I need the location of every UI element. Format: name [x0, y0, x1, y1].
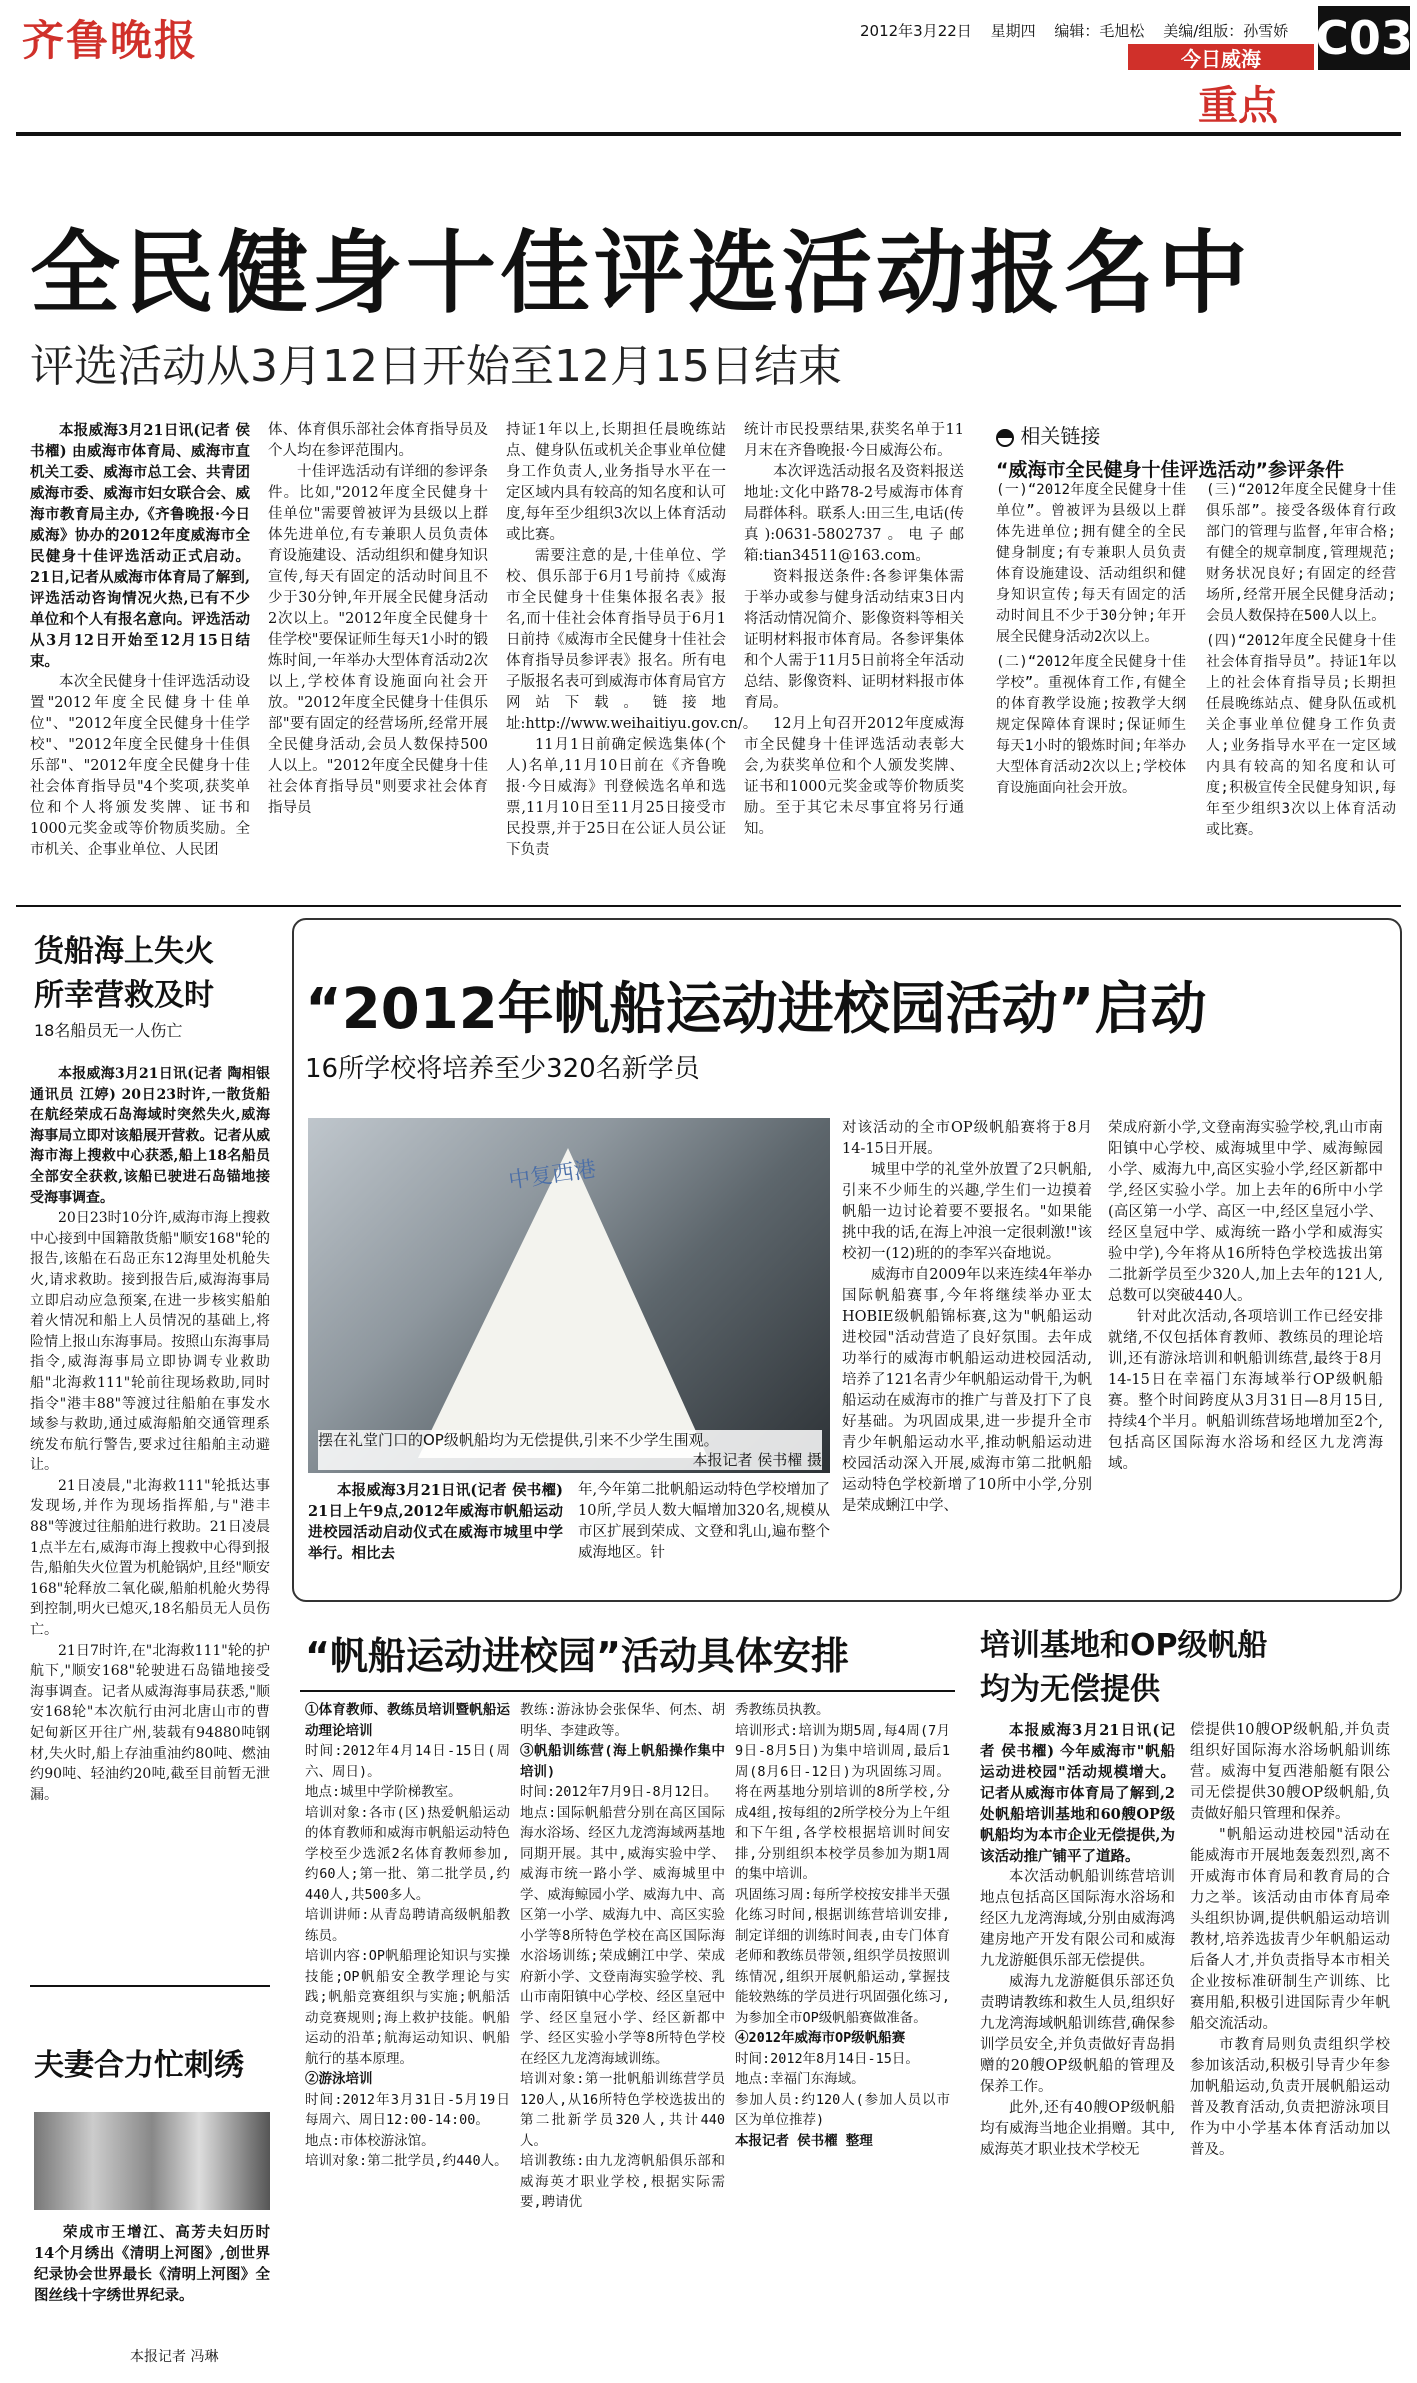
lead-paragraph: 需要注意的是,十佳单位、学校、俱乐部于6月1号前持《威海市全民健身十佳集体报名表》报名,而十佳社会体育指导员于6月1日前持《威海市全民健身十佳社会体育指导员参评表》报名。所有电子版报名表可到威海市体育局官方网站下载。链接地址:http://www.weihaitiyu.gov.cn/。 — [506, 548, 758, 732]
schedule-item: 时间:2012年3月31日-5月19日每周六、周日12:00-14:00。 — [305, 2091, 510, 2128]
sailing-column-a — [308, 1480, 563, 1590]
sailing-paragraph: 威海市自2009年以来连续4年举办国际帆船赛事,今年将继续举办亚太HOBIE级帆船锦标赛,这为"帆船运动进校园"活动营造了良好氛围。去年成功举行的威海市帆船运动进校园活动,培养了121名青少年帆船运动骨干,为帆船运动在威海市的推广与普及打下了良好基础。为巩固成果,进一步提升全市青少年帆船运动水平,推动帆船运动进校园活动深入开展,威海市第二批帆船运动特色学校新增了10所中小学,分别是荣成蜊江中学、 — [842, 1267, 1092, 1514]
training-column-1 — [980, 1720, 1175, 2370]
cargo-title-line-2: 所幸营救及时 — [34, 978, 214, 1013]
schedule-item-heading: ③帆船训练营(海上帆船操作集中培训) — [520, 1743, 725, 1780]
schedule-item: 地点:市体校游泳馆。 — [305, 2132, 435, 2149]
schedule-item: 地点:幸福门东海域。 — [735, 2071, 865, 2087]
section-kind: 重点 — [1198, 83, 1278, 129]
embroidery-photo — [34, 2112, 270, 2210]
related-links-sidebar — [996, 420, 1396, 895]
schedule-column-3 — [735, 1700, 950, 2370]
schedule-item: 培训对象:第二批学员,约440人。 — [305, 2153, 508, 2169]
related-links-label: 相关链接 — [1020, 424, 1101, 448]
lead-paragraph: 统计市民投票结果,获奖名单于11月末在齐鲁晚报·今日威海公布。 — [744, 422, 964, 459]
schedule-item: 时间:2012年8月14日-15日。 — [735, 2050, 919, 2067]
cargo-subtitle: 18名船员无一人伤亡 — [34, 1021, 183, 1040]
cargo-paragraph: 本报威海3月21日讯(记者 陶相银 通讯员 江婷) 20日23时许,一散货船在航经荣成石岛海域时突然失火,威海海事局立即对该船展开营救。记者从威海市海上搜救中心获悉,船上18名船员全部安全获救,该船已驶进石岛锚地接受海事调查。 — [30, 1066, 270, 1206]
related-links-title: “威海市全民健身十佳评选活动”参评条件 — [996, 459, 1344, 481]
lead-paragraph: 持证1年以上,长期担任晨晚练站点、健身队伍或机关企事业单位健身工作负责人,业务指导水平在一定区域内具有较高的知名度和认可度,每年至少组织3次以上体育活动或比赛。 — [506, 422, 726, 543]
sidebar-right-column — [1206, 480, 1396, 845]
sidebar-left-column — [996, 480, 1186, 803]
masthead-rule — [16, 132, 1401, 136]
schedule-item: 秀教练员执教。 — [735, 1702, 830, 1718]
schedule-item: 培训讲师:从青岛聘请高级帆船教练员。 — [305, 1907, 510, 1944]
training-paragraph: 本报威海3月21日讯(记者 侯书櫂) 今年威海市"帆船运动进校园"活动规模增大。记者从威海市体育局了解到,2处帆船培训基地和60艘OP级帆船均为本市企业无偿提供,为该活动推广铺平了道路。 — [980, 1722, 1175, 1865]
sailing-paragraph: 年,今年第二批帆船运动特色学校增加了10所,学员人数大幅增加320名,规模从市区扩展到荣成、文登和乳山,遍布整个威海地区。针 — [578, 1482, 830, 1561]
couple-credit: 本报记者 冯琳 — [130, 2349, 219, 2365]
sailing-headline: “2012年帆船运动进校园活动”启动 — [305, 977, 1207, 1042]
couple-caption — [34, 2222, 270, 2342]
issue-meta — [860, 20, 1302, 41]
schedule-item: 培训形式:培训为期5周,每4周(7月9日-8月5日)为集中培训周,最后1周(8月6日-12日)为巩固练习周。将在两基地分别培训的8所学校,分成4组,按每组的2所学校分为上午组和下午组,各学校根据培训时间安排,分别组织本校学员参加为期1周的集中培训。 — [735, 1722, 950, 1882]
sun-icon — [996, 429, 1014, 447]
schedule-item: 培训教练:由九龙湾帆船俱乐部和威海英才职业学校,根据实际需要,聘请优 — [520, 2153, 725, 2210]
schedule-item-heading: ①体育教师、教练员培训暨帆船运动理论培训 — [305, 1702, 510, 1739]
schedule-item: 参加人员:约120人(参加人员以市区为单位推荐) — [735, 2091, 950, 2128]
cargo-paragraph: 20日23时10分许,威海市海上搜救中心接到中国籍散货船"顺安168"轮的报告,该船在石岛正东12海里处机舱失火,请求救助。接到报告后,威海海事局立即启动应急预案,在进一步核实船舶着火情况和船上人员情况的基础上,将险情上报山东海事局。按照山东海事局指令,威海海事局立即协调专业救助船"北海救111"轮前往现场救助,同时指令"港丰88"等渡过往船舶在事发水域参与救助,通过威海船舶交通管理系统发布航行警告,要求过往船舶主动避让。 — [30, 1210, 270, 1474]
lead-paragraph: 12月上旬召开2012年度威海市全民健身十佳评选活动表彰大会,为获奖单位和个人颁发奖牌、证书和1000元奖金或等价物质奖励。至于其它未尽事宜将另行通知。 — [744, 716, 964, 837]
sailing-subhead: 16所学校将培养至少320名新学员 — [305, 1054, 700, 1084]
lead-paragraph: 本报威海3月21日讯(记者 侯书櫂) 由威海市体育局、威海市直机关工委、威海市总工会、共青团威海市委、威海市妇女联合会、威海市教育局主办,《齐鲁晚报·今日威海》协办的2012年度威海市全民健身十佳评选活动正式启动。21日,记者从威海市体育局了解到,评选活动咨询情况火热,已有不少单位和个人有报名意向。评选活动从3月12日开始至12月15日结束。 — [30, 422, 250, 670]
newspaper-logo: 齐鲁晚报 — [22, 16, 199, 65]
schedule-item: 时间:2012年7月9日-8月12日。 — [520, 1784, 718, 1800]
schedule-item: 巩固练习周:每所学校按安排半天强化练习时间,根据训练营培训安排,制定详细的训练时间表,由专门体育老师和教练员带领,组织学员按照训练情况,组织开展帆船运动,掌握技能较熟练的学员进行巩固强化练习,为参加全市OP级帆船赛做准备。 — [735, 1886, 950, 2026]
sailing-column-d — [1108, 1118, 1383, 1588]
lead-paragraph: 体、体育俱乐部社会体育指导员及个人均在参评范围内。 — [268, 422, 488, 459]
sailing-paragraph: 城里中学的礼堂外放置了2只帆船,引来不少师生的兴趣,学生们一边摸着帆船一边讨论着要不要报名。"如果能挑中我的话,在海上冲浪一定很刺激!"该校初一(12)班的的李军兴奋地说。 — [842, 1162, 1092, 1262]
lead-headline: 全民健身十佳评选活动报名中 — [30, 221, 1252, 326]
schedule-item: 教练:游泳协会张保华、何杰、胡明华、李建政等。 — [520, 1702, 725, 1739]
schedule-item: 地点:城里中学阶梯教室。 — [305, 1784, 462, 1800]
photo-caption-text: 摆在礼堂门口的OP级帆船均为无偿提供,引来不少学生围观。 — [318, 1431, 719, 1449]
schedule-rule — [300, 1690, 955, 1692]
cargo-title-line-1: 货船海上失火 — [34, 934, 214, 969]
training-paragraph: 威海九龙游艇俱乐部还负责聘请教练和救生人员,组织好九龙湾海域帆船训练营,确保参训学员安全,并负责做好青岛捐赠的20艘OP级帆船的管理及保养工作。 — [980, 1974, 1175, 2095]
page-number: C03 — [1318, 6, 1410, 70]
lead-column-4 — [744, 420, 964, 890]
schedule-item: 地点:国际帆船营分别在高区国际海水浴场、经区九龙湾海域两基地同期开展。其中,威海实验中学、威海市统一路小学、威海城里中学、威海鲸园小学、威海九中、高区第一小学、威海九中、高区实验小学等8所特色学校在高区国际海水浴场训练;荣成蜊江中学、荣成府新小学、文登南海实验学校、乳山市南阳镇中心学校、经区皇冠中学、经区皇冠小学、经区新都中学、经区实验小学等8所特色学校在经区九龙湾海域训练。 — [520, 1804, 725, 2067]
training-paragraph: 此外,还有40艘OP级帆船均有威海当地企业捐赠。其中,威海英才职业技术学校无 — [980, 2100, 1175, 2158]
sailing-paragraph: 本报威海3月21日讯(记者 侯书櫂) 21日上午9点,2012年威海市帆船运动进校园活动启动仪式在威海市城里中学举行。相比去 — [308, 1482, 563, 1562]
sail-lettering: 中复西港 — [506, 1156, 598, 1194]
schedule-item: 培训对象:第一批帆船训练营学员120人,从16所特色学校选拔出的第二批新学员320人,共计440人。 — [520, 2071, 725, 2149]
lead-paragraph: 十佳评选活动有详细的参评条件。比如,"2012年度全民健身十佳单位"需要曾被评为县级以上群体先进单位,有专兼职人员负责体育设施建设、活动组织和健身知识宣传,每天有固定的活动时间且不少于30分钟,年开展全民健身活动2次以上。"2012年度全民健身十佳学校"要保证师生每天1小时的锻炼时间,一年举办大型体育活动2次以上,学校体育设施面向社会开放。"2012年度全民健身十佳俱乐部"要有固定的经营场所,经常开展全民健身活动,会员人数保持500人以上。"2012年度全民健身十佳社会体育指导员"则要求社会体育指导员 — [268, 464, 488, 816]
schedule-credit: 本报记者 侯书櫂 整理 — [735, 2132, 873, 2149]
lead-paragraph: 11月1日前确定候选集体(个人)名单,11月10日前在《齐鲁晚报·今日威海》刊登候选名单和选票,11月10日至11月25日接受市民投票,并于25日在公证人员公证下负责 — [506, 737, 726, 858]
sailing-column-c — [842, 1118, 1092, 1588]
schedule-item: 培训对象:各市(区)热爱帆船运动的体育教师和威海市帆船运动特色学校至少选派2名体育教师参加,约60人;第一批、第二批学员,约440人,共500多人。 — [305, 1804, 510, 1903]
couple-title: 夫妻合力忙刺绣 — [34, 2048, 244, 2083]
cargo-paragraph: 21日7时许,在"北海救111"轮的护航下,"顺安168"轮驶进石岛锚地接受海事调查。记者从威海海事局获悉,"顺安168轮"本次航行由河北唐山市的曹妃甸新区开往广州,装载有94880吨钢材,失火时,船上存油重油约80吨、燃油约90吨、轻油约20吨,截至目前暂无泄漏。 — [30, 1642, 270, 1803]
schedule-item: 培训内容:OP帆船理论知识与实操技能;OP帆船安全教学理论与实践;帆船竞赛组织与实施;帆船活动竞赛规则;海上救护技能。帆船运动的沿革;航海运动知识、帆船航行的基本原理。 — [305, 1948, 510, 2067]
lead-paragraph: 本次评选活动报名及资料报送地址:文化中路78-2号威海市体育局群体科。联系人:田三生,电话(传真):0631-5802737。电子邮箱:tian34511@163.com。 — [744, 464, 964, 564]
issue-date: 2012年3月22日 — [860, 22, 972, 40]
schedule-item-heading: ④2012年威海市OP级帆船赛 — [735, 2030, 906, 2046]
criteria-item: (二)“2012年度全民健身十佳学校”。重视体育工作,有健全的体育教学设施;按教学大纲规定保障体育课时;保证师生每天1小时的锻炼时间;年举办大型体育活动2次以上;学校体育设施面向社会开放。 — [996, 654, 1186, 796]
training-paragraph: 偿提供10艘OP级帆船,并负责组织好国际海水浴场帆船训练营。威海中复西港船艇有限公司无偿提供30艘OP级帆船,负责做好船只管理和保养。 — [1190, 1722, 1390, 1822]
sailboat-photo — [308, 1118, 830, 1473]
sailing-photo-caption — [318, 1430, 822, 1470]
schedule-column-2 — [520, 1700, 725, 2370]
lead-subhead: 评选活动从3月12日开始至12月15日结束 — [30, 341, 842, 392]
training-paragraph: 本次活动帆船训练营培训地点包括高区国际海水浴场和经区九龙湾海域,分别由威海鸿建房地产开发有限公司和威海九龙游艇俱乐部无偿提供。 — [980, 1869, 1175, 1969]
related-links-tag — [996, 420, 1396, 449]
training-paragraph: "帆船运动进校园"活动在能威海市开展地轰轰烈烈,离不开威海市体育局和教育局的合力之举。该活动由市体育局牵头组织协调,提供帆船运动培训教材,培养选拔青少年帆船运动后备人才,并负责指导本市相关企业按标准研制生产训练、比赛用船,积极引进国际青少年帆船交流活动。 — [1190, 1827, 1390, 2032]
cargo-paragraph: 21日凌晨,"北海救111"轮抵达事发现场,并作为现场指挥船,与"港丰88"等渡过往船舶进行救助。21日凌晨1点半左右,威海市海上搜救中心得到报告,船舶失火位置为机舱锅炉,且经"顺安168"轮释放二氧化碳,船舶机舱火势得到控制,明火已熄灭,18名船员无人员伤亡。 — [30, 1477, 270, 1639]
section-tag: 今日威海 — [1128, 44, 1314, 70]
lead-paragraph: 本次全民健身十佳评选活动设置"2012年度全民健身十佳单位"、"2012年度全民健身十佳学校"、"2012年度全民健身十佳俱乐部"、"2012年度全民健身十佳社会体育指导员"4个奖项,获奖单位和个人将颁发奖牌、证书和1000元奖金或等价物质奖励。全市机关、企事业单位、人民团 — [30, 674, 250, 858]
column-divider — [30, 1985, 270, 1987]
sailing-paragraph: 对该活动的全市OP级帆船赛将于8月14-15日开展。 — [842, 1120, 1092, 1157]
schedule-item: 时间:2012年4月14日-15日(周六、周日)。 — [305, 1743, 510, 1780]
schedule-headline: “帆船运动进校园”活动具体安排 — [305, 1634, 849, 1678]
schedule-item-heading: ②游泳培训 — [305, 2071, 373, 2087]
schedule-column-1 — [305, 1700, 510, 2370]
criteria-item: (四)“2012年度全民健身十佳社会体育指导员”。持证1年以上的社会体育指导员;长期担任晨晚练站点、健身队伍或机关企事业单位健身工作负责人;业务指导水平在一定区域内具有较高的知名度和认可度;积极宣传全民健身知识,每年至少组织3次以上体育活动或比赛。 — [1206, 633, 1396, 838]
sailing-column-b — [578, 1480, 830, 1590]
training-title-line-2: 均为无偿提供 — [980, 1672, 1160, 1707]
lead-paragraph: 资料报送条件:各参评集体需于举办或参与健身活动结束3日内将活动情况简介、影像资料等相关证明材料报市体育局。各参评集体和个人需于11月5日前将全年活动总结、影像资料、证明材料报市体育局。 — [744, 569, 964, 711]
lead-column-3 — [506, 420, 758, 890]
issue-editor: 编辑：毛旭松 — [1054, 22, 1145, 40]
photo-caption-credit: 本报记者 侯书櫂 摄 — [692, 1451, 822, 1469]
sailing-paragraph: 荣成府新小学,文登南海实验学校,乳山市南阳镇中心学校、威海城里中学、威海鲸园小学、威海九中,高区实验小学,经区新都中学,经区实验小学。加上去年的6所中小学(高区第一小学、高区一中,经区皇冠小学、经区皇冠中学、威海统一路小学和威海实验中学),今年将从16所特色学校选拔出第二批新学员至少320人,加上去年的121人,总数可以突破440人。 — [1108, 1120, 1383, 1304]
training-title-line-1: 培训基地和OP级帆船 — [980, 1628, 1268, 1663]
lead-column-1 — [30, 420, 250, 890]
couple-caption-text: 荣成市王增江、高芳夫妇历时14个月绣出《清明上河图》,创世界纪录协会世界最长《清明上河图》全图丝线十字绣世界纪录。 — [34, 2224, 270, 2304]
section-divider — [16, 905, 1401, 907]
issue-designer: 美编/组版：孙雪娇 — [1163, 22, 1289, 40]
sail-shape — [418, 1148, 708, 1458]
cargo-body — [30, 1064, 270, 1969]
training-paragraph: 市教育局则负责组织学校参加该活动,积极引导青少年参加帆船运动,负责开展帆船运动普及教育活动,负责把游泳项目作为中小学基本体育活动加以普及。 — [1190, 2037, 1390, 2158]
lead-column-2 — [268, 420, 488, 890]
criteria-item: (三)“2012年度全民健身十佳俱乐部”。接受各级体育行政部门的管理与监督,年审合格;有健全的规章制度,管理规范;财务状况良好;有固定的经营场所,经常开展全民健身活动;会员人数保持在500人以上。 — [1206, 482, 1396, 624]
sailing-paragraph: 针对此次活动,各项培训工作已经安排就绪,不仅包括体育教师、教练员的理论培训,还有游泳培训和帆船训练营,最终于8月14-15日在幸福门东海域举行OP级帆船赛。整个时间跨度从3月31日—8月15日,持续4个半月。帆船训练营场地增加至2个,包括高区国际海水浴场和经区九龙湾海域。 — [1108, 1309, 1383, 1472]
issue-weekday: 星期四 — [990, 22, 1036, 40]
training-column-2 — [1190, 1720, 1390, 2370]
criteria-item: (一)“2012年度全民健身十佳单位”。曾被评为县级以上群体先进单位;拥有健全的全民健身制度;有专兼职人员负责体育设施建设、活动组织和健身知识宣传;每天有固定的活动时间且不少于30分钟;年开展全民健身活动2次以上。 — [996, 482, 1186, 645]
